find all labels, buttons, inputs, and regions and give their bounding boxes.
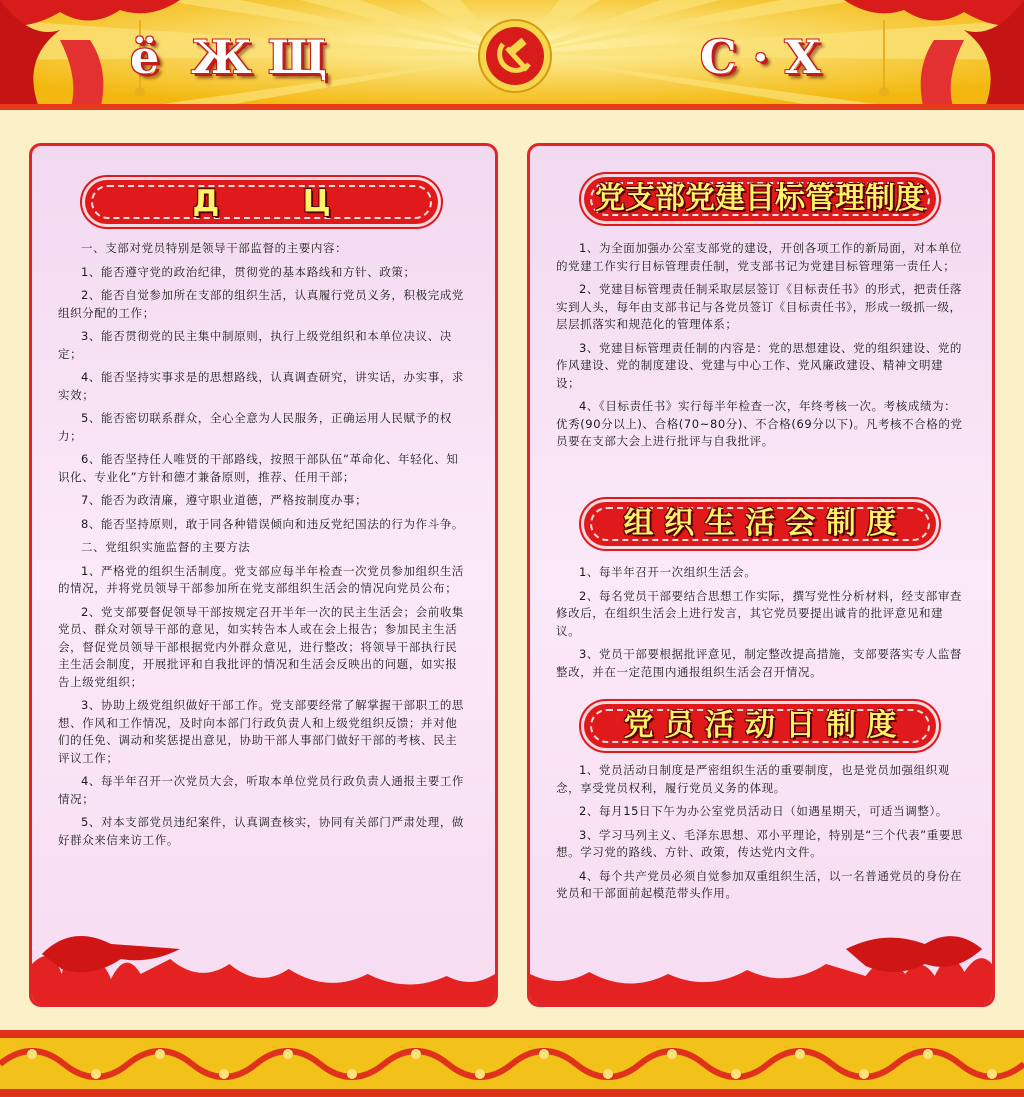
section-title: 组 织 生 活 会 制 度	[623, 506, 897, 541]
paragraph: 3、党员干部要根据批评意见，制定整改提高措施，支部要落实专人监督整改，并在一定范围内通报组织生活会召开情况。	[556, 647, 963, 679]
right-section-2-text	[556, 564, 966, 687]
curtain-right	[844, 0, 1024, 110]
right-section-1-text	[556, 240, 966, 457]
right-banner-2	[584, 502, 936, 546]
section-title: 党支部党建目标管理制度	[595, 181, 925, 216]
header-title-right: С · Х	[700, 30, 821, 84]
header-title-left: ё Ж Щ	[130, 30, 328, 84]
paragraph: 5、对本支部党员违纪案件，认真调查核实，协同有关部门严肃处理，做好群众来信来访工作。	[58, 815, 465, 847]
paragraph: 1、为全面加强办公室支部党的建设，开创各项工作的新局面，对本单位的党建工作实行目标管理责任制，党支部书记为党建目标管理第一责任人；	[556, 241, 963, 273]
paragraph: 1、党员活动日制度是严密组织生活的重要制度，也是党员加强组织观念，享受党员权利，履行党员义务的体现。	[556, 763, 950, 795]
party-emblem-icon	[477, 18, 553, 94]
paragraph: 4、《目标责任书》实行每半年检查一次，年终考核一次。考核成绩为：优秀(90分以上)、合格(70~80分)、不合格(69分以下)。凡考核不合格的党员要在支部大会上进行批评与自我批评。	[556, 399, 963, 448]
paragraph: 3、学习马列主义、毛泽东思想、邓小平理论，特别是“三个代表”重要思想。学习党的路线、方针、政策，传达党内文件。	[556, 827, 964, 859]
paragraph: 5、能否密切联系群众，全心全意为人民服务，正确运用人民赋予的权力；	[58, 411, 452, 443]
paragraph: 3、协助上级党组织做好干部工作。党支部要经常了解掌握干部职工的思想、作风和工作情况，及时向本部门行政负责人和上级党组织反馈；并对他们的任免、调动和奖惩提出意见，协助干部人事部门做好干部的考核、民主评议工作；	[58, 698, 465, 765]
left-text-block	[58, 240, 466, 855]
left-banner	[85, 180, 438, 224]
flame-decoration-left	[32, 904, 495, 1004]
section-title: 党 员 活 动 日 制 度	[623, 708, 897, 743]
paragraph: 2、能否自觉参加所在支部的组织生活，认真履行党员义务，积极完成党组织分配的工作；	[58, 288, 465, 320]
right-section-3-text	[556, 762, 966, 909]
paragraph: 二、党组织实施监督的主要方法	[81, 540, 251, 554]
paragraph: 一、支部对党员特别是领导干部监督的主要内容：	[81, 241, 348, 255]
paragraph: 3、能否贯彻党的民主集中制原则，执行上级党组织和本单位决议、决定；	[58, 329, 452, 361]
paragraph: 6、能否坚持任人唯贤的干部路线，按照干部队伍“革命化、年轻化、知识化、专业化”方针和德才兼备原则，推荐、任用干部；	[58, 452, 459, 484]
right-banner-3	[584, 704, 936, 748]
flame-decoration-right	[530, 904, 992, 1004]
paragraph: 7、能否为政清廉，遵守职业道德，严格按制度办事；	[81, 493, 368, 507]
header-divider	[0, 104, 1024, 110]
header	[0, 0, 1024, 110]
paragraph: 3、党建目标管理责任制的内容是：党的思想建设、党的组织建设、党的作风建设、党的制度建设、党建与中心工作、党风廉政建设、精神文明建设；	[556, 340, 963, 390]
paragraph: 4、能否坚持实事求是的思想路线，认真调查研究，讲实话，办实事，求实效；	[58, 370, 465, 402]
right-banner-1	[584, 177, 936, 221]
paragraph: 1、每半年召开一次组织生活会。	[579, 565, 757, 579]
footer-ornament-band	[0, 1030, 1024, 1097]
paragraph: 2、每月15日下午为办公室党员活动日（如遇星期天，可适当调整）。	[579, 804, 948, 818]
paragraph: 1、严格党的组织生活制度。党支部应每半年检查一次党员参加组织生活的情况，并将党员领导干部参加所在党支部组织生活会的情况向党员公布；	[58, 563, 465, 595]
paragraph: 4、每个共产党员必须自觉参加双重组织生活，以一名普通党员的身份在党员和干部面前起模范带头作用。	[556, 868, 963, 900]
paragraph: 2、党支部要督促领导干部按规定召开半年一次的民主生活会；会前收集党员、群众对领导干部的意见，如实转告本人或在会上报告；参加民主生活会，督促党员领导干部根据党内外群众意见，进行整改；将领导干部执行民主生活会制度，开展批评和自我批评的情况和生活会反映出的问题，如实报告上级党组织；	[58, 604, 465, 689]
paragraph: 1、能否遵守党的政治纪律，贯彻党的基本路线和方针、政策；	[81, 264, 416, 279]
left-banner-title: Д Ц	[192, 184, 331, 219]
paragraph: 4、每半年召开一次党员大会，听取本单位党员行政负责人通报主要工作情况；	[58, 774, 465, 806]
paragraph: 2、每名党员干部要结合思想工作实际，撰写党性分析材料，经支部审查修改后，在组织生活会上进行发言，其它党员要提出诚肯的批评意见和建议。	[556, 588, 963, 638]
paragraph: 8、能否坚持原则，敢于同各种错误倾向和违反党纪国法的行为作斗争。	[81, 516, 465, 531]
paragraph: 2、党建目标管理责任制采取层层签订《目标责任书》的形式，把责任落实到人头，每年由支部书记与各党员签订《目标责任书》，形成一级抓一级，层层抓落实和规范化的管理体系；	[556, 282, 963, 331]
